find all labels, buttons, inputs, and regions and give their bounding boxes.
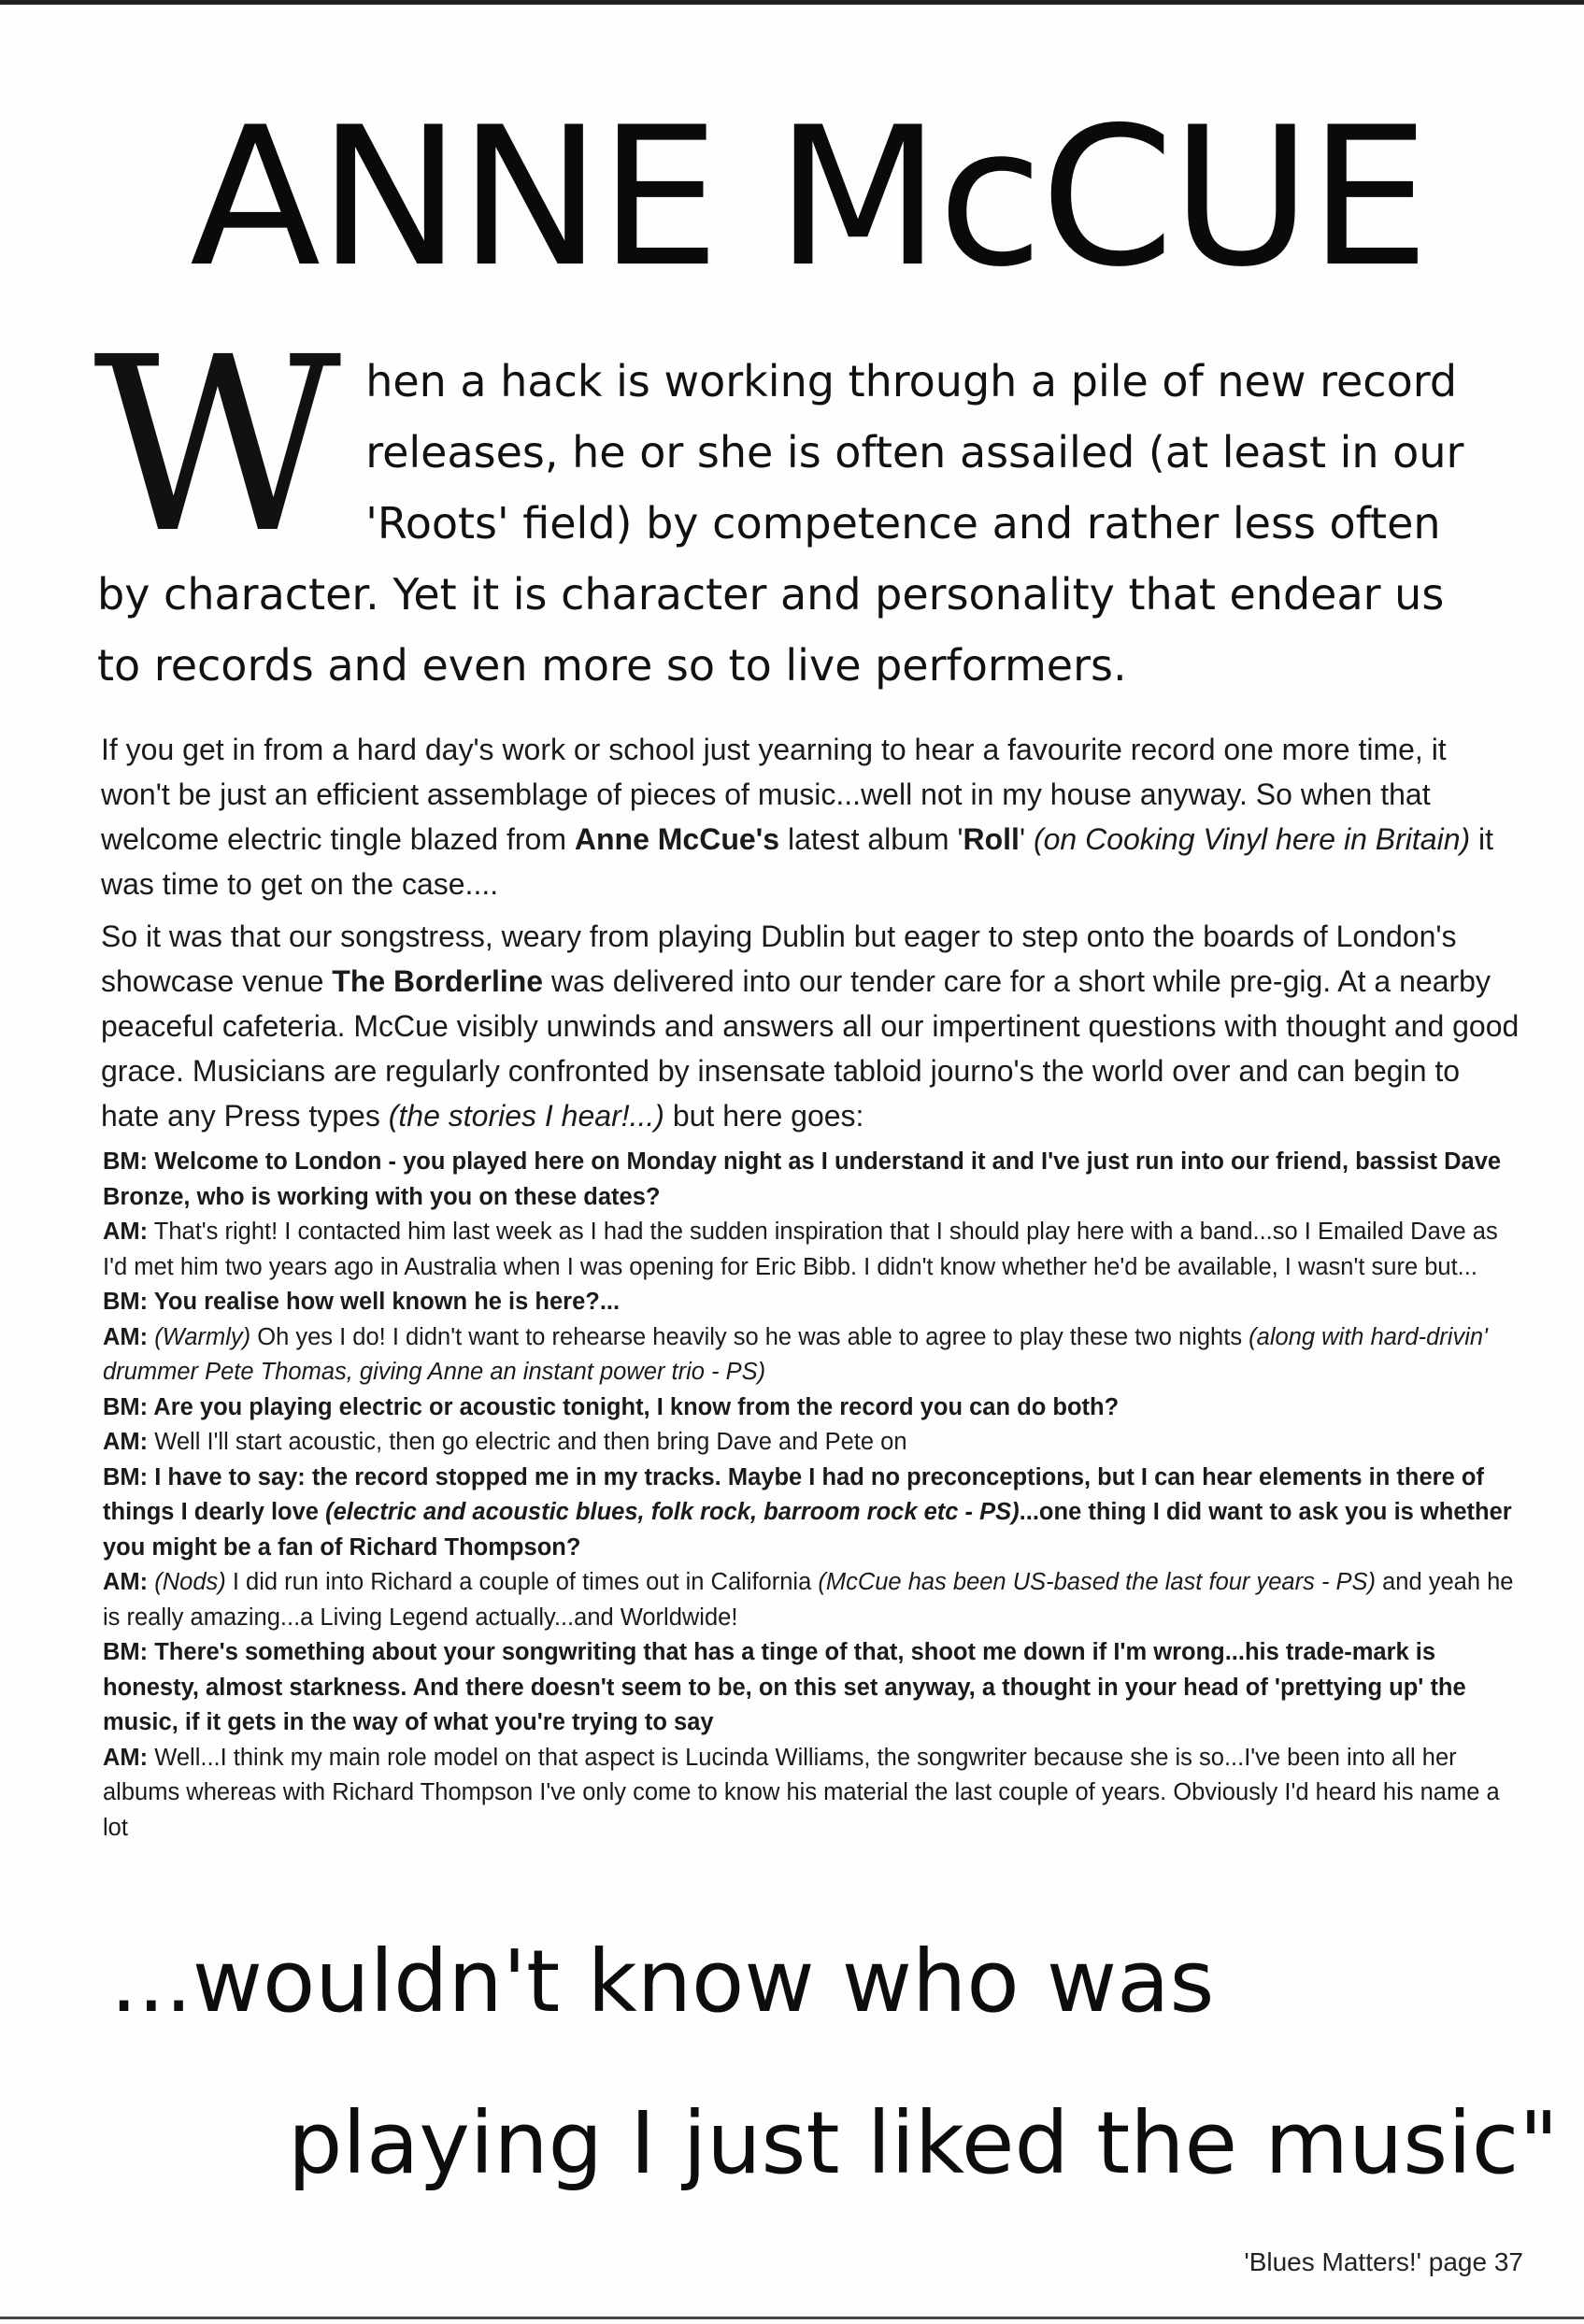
- stage-direction: (Nods): [148, 1569, 226, 1595]
- question-5: BM: There's something about your songwriting that has a tinge of that, shoot me down if I'm wrong...his trade-mark is honesty, almost starkness. And there doesn't seem to be, on this set anyway, a thought in your head of 'prettying up' the music, if it gets in the way of what you're trying to say: [103, 1639, 1466, 1735]
- answer-speaker: AM:: [103, 1429, 149, 1455]
- p2-text-c: was delivered into our tender care for a short while pre-gig. At a nearby peaceful cafeteria. McCue visibly unwinds and answers all our impertinent questions with thought and good grace. Musicians are regularly confronted by insensate tabloid journo's the world over and can begin to hate any Press types: [101, 964, 1520, 1133]
- page-footer: 'Blues Matters!' page 37: [1244, 2247, 1523, 2276]
- answer-3: [103, 1425, 1523, 1461]
- editor-note: (McCue has been US-based the last four years - PS): [818, 1569, 1377, 1595]
- answer-text: I did run into Richard a couple of times out in California: [225, 1569, 819, 1595]
- interview-section: [103, 1145, 1523, 1846]
- answer-speaker: AM:: [103, 1219, 149, 1245]
- pull-quote-line-1: ...wouldn't know who was: [110, 1932, 1215, 2032]
- stage-direction: (Warmly): [148, 1323, 251, 1350]
- p2-text-e: but here goes:: [664, 1099, 864, 1133]
- answer-text: Oh yes I do! I didn't want to rehearse heavily so he was able to agree to play these two nights: [250, 1323, 1249, 1350]
- body-paragraph-1: [101, 727, 1521, 906]
- question-1: BM: Welcome to London - you played here on Monday night as I understand it and I've just run into our friend, bassist Dave Bronze, who is working with you on these dates?: [103, 1148, 1502, 1210]
- answer-speaker: AM:: [103, 1323, 149, 1350]
- article-title: ANNE McCUE: [190, 87, 1427, 309]
- p1-text-c: latest album ': [779, 822, 963, 856]
- question-text: BM: I have to say: the record stopped me in my tracks. Maybe I had no preconceptions, but I can hear elements in there of things I dearly love: [103, 1463, 1484, 1525]
- answer-speaker: AM:: [103, 1744, 149, 1771]
- editor-note: (electric and acoustic blues, folk rock, barroom rock etc - PS): [325, 1499, 1020, 1525]
- pull-quote-line-2: playing I just liked the music": [288, 2093, 1559, 2193]
- intro-paragraph: [93, 306, 1499, 701]
- answer-2: [103, 1320, 1523, 1390]
- p1-aside: (on Cooking Vinyl here in Britain): [1033, 822, 1471, 856]
- bottom-rule: [0, 2317, 1584, 2319]
- question-4: [103, 1461, 1523, 1566]
- artist-name: Anne McCue's: [574, 822, 780, 856]
- answer-speaker: AM:: [103, 1569, 149, 1595]
- album-name: Roll: [963, 822, 1020, 856]
- venue-name: The Borderline: [332, 964, 544, 998]
- answer-text: and yeah he is really amazing...a Living Legend actually...and Worldwide!: [103, 1569, 1514, 1631]
- answer-text: Well...I think my main role model on that aspect is Lucinda Williams, the songwriter because she is so...I've been into all her albums whereas with Richard Thompson I've only come to know his material the last couple of years. Obviously I'd heard his name a lot: [103, 1744, 1500, 1841]
- answer-5: [103, 1741, 1523, 1846]
- p1-text-e: ': [1019, 822, 1034, 856]
- answer-text: That's right! I contacted him last week as I had the sudden inspiration that I should play here with a band...so I Emailed Dave as I'd met him two years ago in Australia when I was opening for Eric Bibb. I didn't know whether he'd be available, I wasn't sure but...: [103, 1219, 1498, 1280]
- body-paragraph-2: [101, 914, 1521, 1138]
- answer-1: [103, 1215, 1523, 1285]
- question-2: BM: You realise how well known he is here?...: [103, 1289, 621, 1315]
- drop-cap: W: [93, 306, 342, 586]
- p2-text-a: So it was that our songstress, weary from playing Dublin but eager to step onto the boards of London's showcase venue: [101, 920, 1457, 998]
- top-rule: [0, 0, 1584, 5]
- intro-text: hen a hack is working through a pile of new record releases, he or she is often assailed (at least in our 'Roots' field) by competence and rather less often by character. Yet it is character and personality that endear us to records and even more so to live performers.: [97, 356, 1464, 691]
- editor-note: (along with hard-drivin' drummer Pete Thomas, giving Anne an instant power trio - PS): [103, 1323, 1488, 1385]
- p2-aside: (the stories I hear!...): [388, 1099, 664, 1133]
- answer-text: Well I'll start acoustic, then go electric and then bring Dave and Pete on: [148, 1429, 907, 1455]
- question-3: BM: Are you playing electric or acoustic tonight, I know from the record you can do both?: [103, 1393, 1120, 1420]
- question-text: ...one thing I did want to ask you is whether you might be a fan of Richard Thompson?: [103, 1499, 1512, 1561]
- answer-4: [103, 1565, 1523, 1635]
- p1-text-a: If you get in from a hard day's work or school just yearning to hear a favourite record one more time, it won't be just an efficient assemblage of pieces of music...well not in my house anyway. So when that welcome electric tingle blazed from: [101, 733, 1447, 856]
- p1-text-g: it was time to get on the case....: [101, 822, 1494, 901]
